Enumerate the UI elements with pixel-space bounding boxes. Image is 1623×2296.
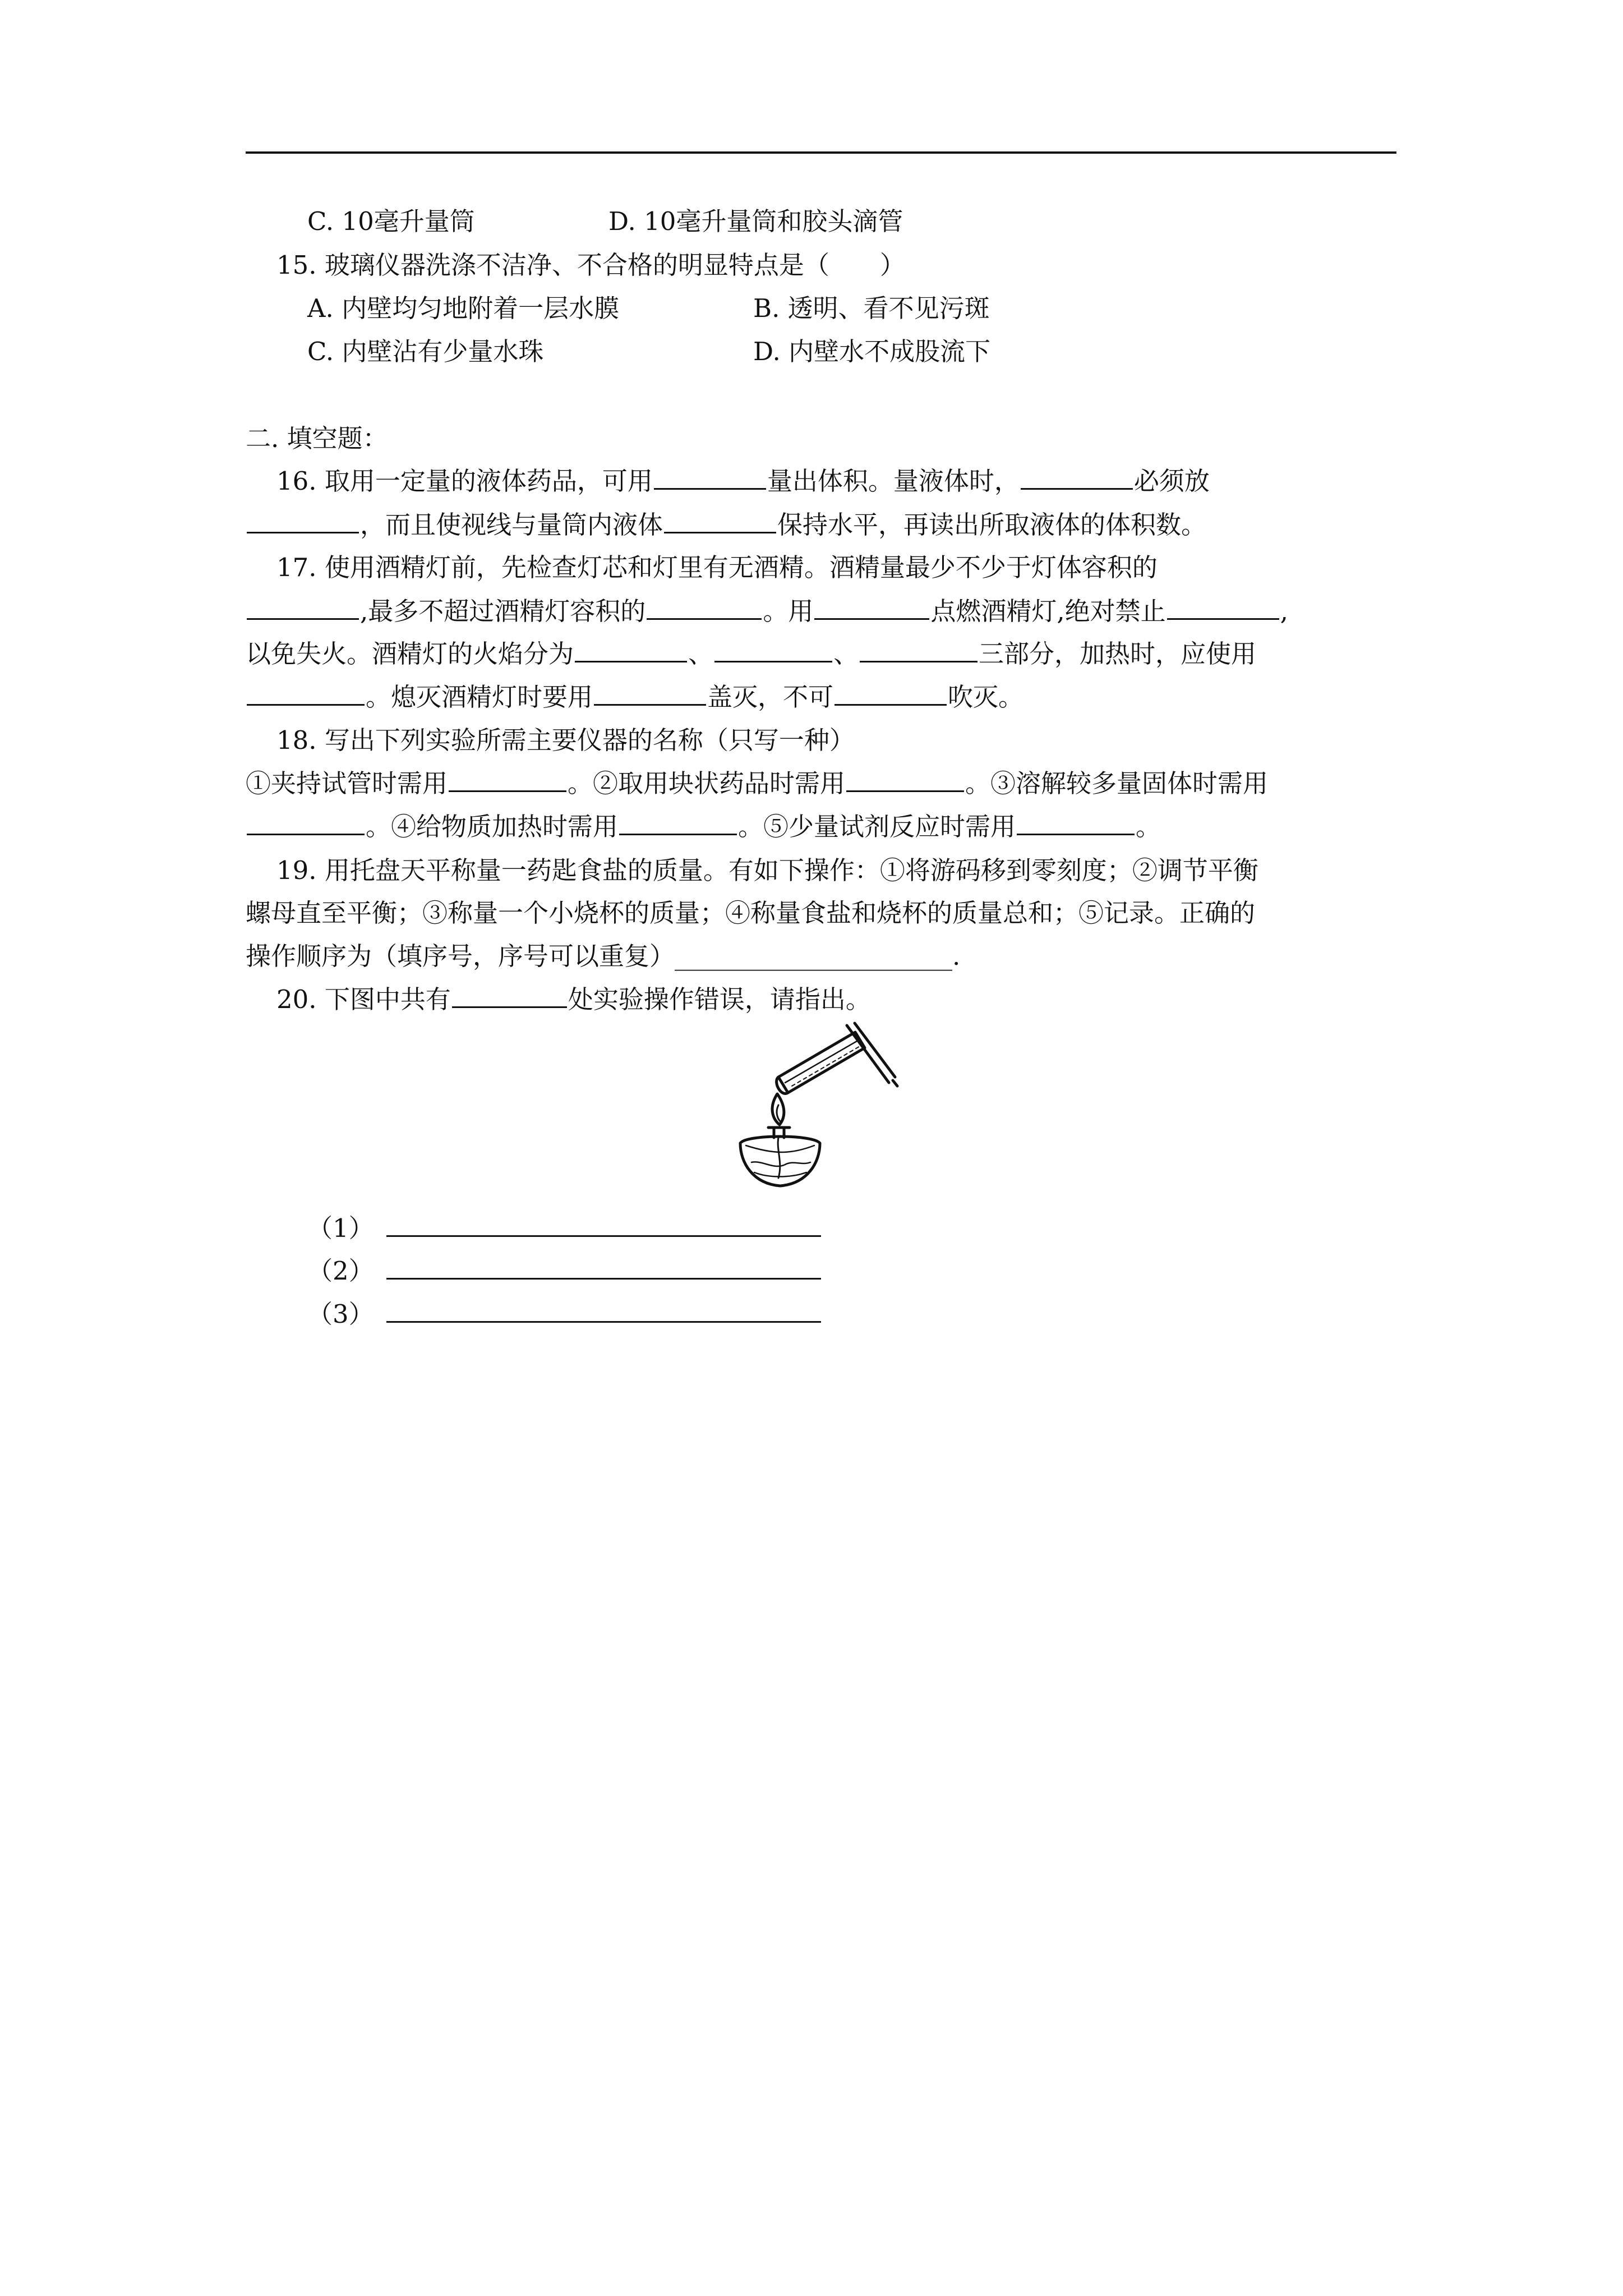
- fill-blank[interactable]: [594, 682, 706, 706]
- q18-text-c: 。③溶解较多量固体时需用: [965, 769, 1269, 798]
- q18-text-e: 。⑤少量试剂反应时需用: [738, 812, 1016, 841]
- fill-blank[interactable]: [1167, 596, 1279, 620]
- q17-line-1: 17. 使用酒精灯前，先检查灯芯和灯里有无酒精。酒精量最少不少于灯体容积的: [276, 553, 1158, 582]
- q17-line-3: [246, 637, 1256, 671]
- alcohol-lamp-heating-test-tube-icon: [729, 1015, 909, 1195]
- q19-line-2: 螺母直至平衡；③称量一个小烧杯的质量；④称量食盐和烧杯的质量总和；⑤记录。正确的: [246, 898, 1256, 928]
- q14-option-c: C. 10毫升量筒: [307, 206, 475, 236]
- fill-blank[interactable]: [1017, 811, 1135, 835]
- q14-option-d: D. 10毫升量筒和胶头滴管: [608, 206, 903, 236]
- fill-blank[interactable]: [860, 638, 978, 662]
- q20-answer-label: （2）: [307, 1256, 374, 1286]
- q17-text-a: ,最多不超过酒精灯容积的: [360, 596, 646, 626]
- q17-text-e: 以免失火。酒精灯的火焰分为: [246, 639, 574, 669]
- fill-blank[interactable]: [647, 596, 762, 620]
- q16-text-2: 量出体积。量液体时，: [767, 466, 1020, 496]
- header-rule: [246, 151, 1396, 154]
- fill-blank[interactable]: [664, 509, 776, 533]
- q19-answer-blank[interactable]: ______________________.: [675, 941, 961, 971]
- q18-text-a: ①夹持试管时需用: [246, 769, 448, 798]
- answer-line[interactable]: [386, 1254, 821, 1280]
- q17-text-b: 。用: [763, 596, 814, 626]
- fill-blank[interactable]: [247, 596, 359, 620]
- q15-option-c: C. 内壁沾有少量水珠: [307, 337, 544, 366]
- q19-line-3: [246, 940, 960, 973]
- q20-answer-2: [307, 1254, 821, 1288]
- q18-text-f: 。: [1136, 812, 1161, 841]
- fill-blank[interactable]: [247, 682, 365, 706]
- answer-line[interactable]: [386, 1212, 821, 1237]
- q15-option-a: A. 内壁均匀地附着一层水膜: [307, 293, 620, 323]
- q16-line-2: [246, 508, 1206, 542]
- q20-answer-1: [307, 1212, 821, 1245]
- q17-text-i: 。熄灭酒精灯时要用: [366, 682, 593, 712]
- q17-text-k: 吹灭。: [948, 682, 1024, 712]
- q20-answer-label: （1）: [307, 1213, 374, 1243]
- q17-text-f: 、: [688, 639, 714, 669]
- q18-line-2: [246, 767, 1268, 800]
- q17-text-d: ,: [1280, 596, 1288, 626]
- fill-blank[interactable]: [452, 984, 567, 1008]
- q16-line-1: [276, 464, 1210, 498]
- fill-blank[interactable]: [247, 811, 365, 835]
- q19-text-a: 操作顺序为（填序号，序号可以重复）: [246, 941, 675, 971]
- q17-text-j: 盖灭，不可: [707, 682, 834, 712]
- q17-text-c: 点燃酒精灯,绝对禁止: [930, 596, 1166, 626]
- answer-line[interactable]: [386, 1297, 821, 1323]
- fill-blank[interactable]: [247, 509, 359, 533]
- q17-text-g: 、: [833, 639, 859, 669]
- q20-answer-label: （3）: [307, 1299, 374, 1329]
- q18-stem: 18. 写出下列实验所需主要仪器的名称（只写一种）: [276, 725, 855, 755]
- q20-stem: [276, 983, 871, 1016]
- q18-line-3: [246, 810, 1161, 844]
- fill-blank[interactable]: [1021, 466, 1133, 490]
- q16-text-4: ，而且使视线与量筒内液体: [360, 510, 663, 540]
- q20-text-b: 处实验操作错误，请指出。: [568, 984, 871, 1014]
- fill-blank[interactable]: [654, 466, 766, 490]
- q15-option-b: B. 透明、看不见污斑: [753, 293, 990, 323]
- q15-stem: 15. 玻璃仪器洗涤不洁净、不合格的明显特点是（ ）: [276, 250, 905, 280]
- q19-line-1: 19. 用托盘天平称量一药匙食盐的质量。有如下操作：①将游码移到零刻度；②调节平衡: [276, 855, 1258, 885]
- fill-blank[interactable]: [714, 638, 832, 662]
- q16-text-3: 必须放: [1133, 466, 1210, 496]
- fill-blank[interactable]: [575, 638, 687, 662]
- q20-answer-3: [307, 1297, 821, 1331]
- fill-blank[interactable]: [449, 768, 566, 792]
- q18-text-d: 。④给物质加热时需用: [366, 812, 619, 841]
- q16-text-5: 保持水平，再读出所取液体的体积数。: [777, 510, 1207, 540]
- fill-blank[interactable]: [814, 596, 929, 620]
- fill-blank[interactable]: [619, 811, 737, 835]
- q16-text-1: 16. 取用一定量的液体药品，可用: [276, 466, 653, 496]
- q17-line-2: [246, 595, 1288, 628]
- q15-option-d: D. 内壁水不成股流下: [753, 337, 991, 366]
- q20-text-a: 20. 下图中共有: [276, 984, 451, 1014]
- q17-line-4: [246, 680, 1023, 714]
- fill-blank[interactable]: [834, 682, 947, 706]
- section-two-heading: 二. 填空题：: [246, 424, 388, 453]
- q18-text-b: 。②取用块状药品时需用: [568, 769, 846, 798]
- q17-text-h: 三部分，加热时，应使用: [979, 639, 1257, 669]
- fill-blank[interactable]: [846, 768, 964, 792]
